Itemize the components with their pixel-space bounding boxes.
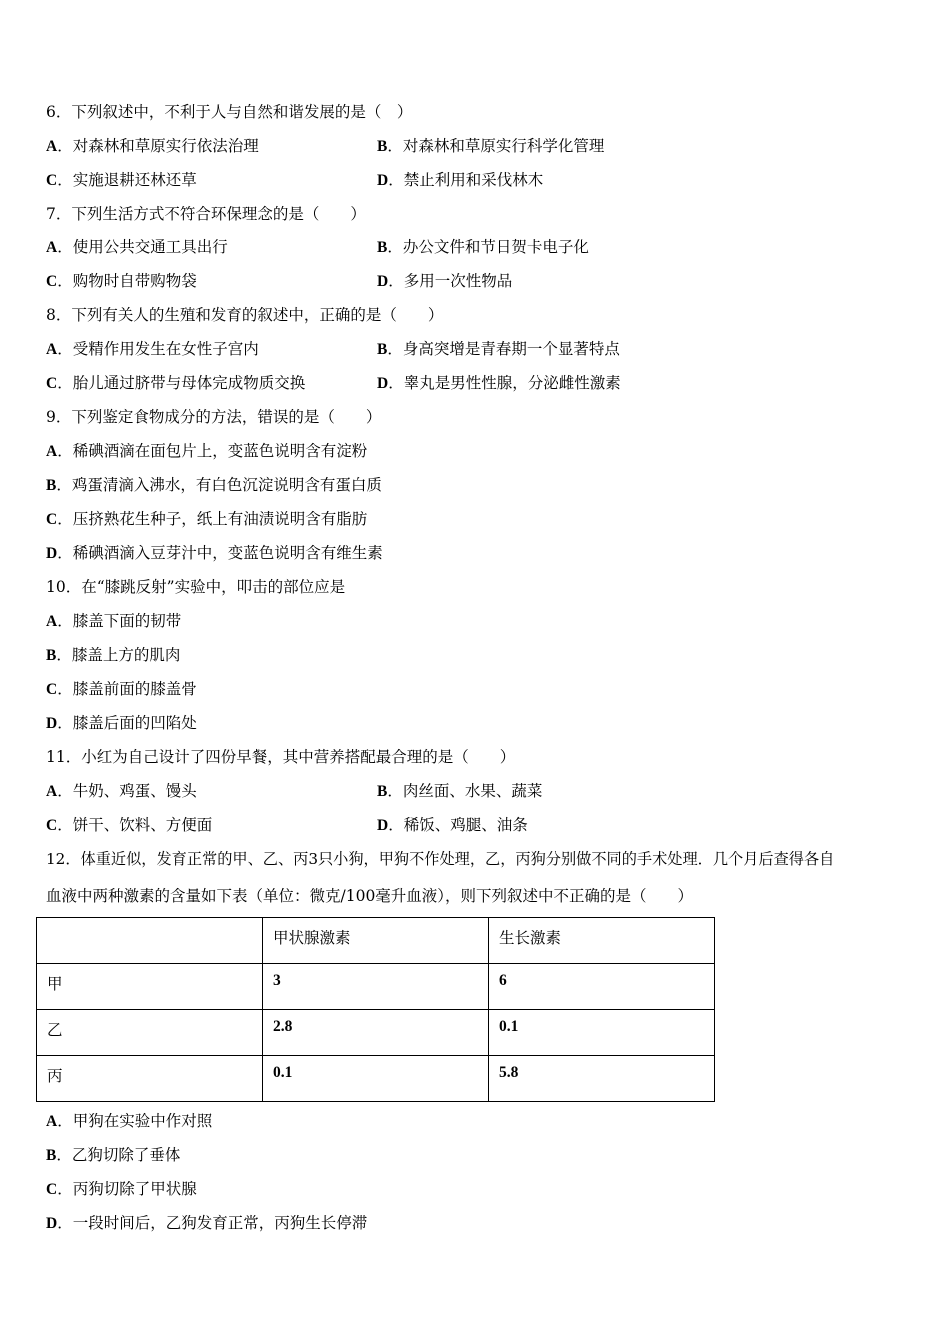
- question-12-stem-line1: 12．体重近似，发育正常的甲、乙、丙3只小狗，甲狗不作处理，乙，丙狗分别做不同的手术处理．几个月后查得各自: [46, 850, 835, 868]
- question-11-option-b[interactable]: [377, 780, 542, 803]
- option-letter: D: [377, 375, 389, 392]
- table-cell: 6: [489, 964, 715, 1010]
- option-text: ．鸡蛋清滴入沸水，有白色沉淀说明含有蛋白质: [56, 476, 382, 494]
- question-11-stem: 11．小红为自己设计了四份早餐，其中营养搭配最合理的是（ ）: [46, 748, 516, 766]
- question-10-option-a[interactable]: [46, 610, 181, 633]
- table-header-row: [37, 918, 715, 964]
- question-10-option-c[interactable]: [46, 678, 197, 701]
- table-cell: 2.8: [263, 1010, 489, 1056]
- option-text: ．对森林和草原实行科学化管理: [387, 137, 605, 155]
- option-letter: C: [46, 273, 58, 290]
- question-6-option-d[interactable]: [377, 169, 543, 192]
- question-11-option-a[interactable]: [46, 780, 197, 803]
- option-letter: A: [46, 613, 58, 630]
- option-text: ．肉丝面、水果、蔬菜: [387, 782, 543, 800]
- question-12-option-b[interactable]: [46, 1144, 180, 1167]
- table-cell: 5.8: [489, 1056, 715, 1102]
- option-text: ．购物时自带购物袋: [57, 272, 197, 290]
- option-letter: D: [46, 1215, 58, 1232]
- option-letter: C: [46, 375, 58, 392]
- option-text: ．受精作用发生在女性子宫内: [57, 340, 259, 358]
- option-text: ．胎儿通过脐带与母体完成物质交换: [57, 374, 306, 392]
- option-text: ．甲狗在实验中作对照: [57, 1112, 213, 1130]
- table-cell: 3: [263, 964, 489, 1010]
- option-letter: C: [46, 511, 58, 528]
- option-text: ．饼干、饮料、方便面: [57, 816, 213, 834]
- option-text: ．稀碘酒滴在面包片上，变蓝色说明含有淀粉: [57, 442, 368, 460]
- question-9-option-b[interactable]: [46, 474, 382, 497]
- question-7-option-d[interactable]: [377, 270, 512, 293]
- question-6-option-c[interactable]: [46, 169, 197, 192]
- question-7-option-b[interactable]: [377, 236, 589, 259]
- question-8-option-a[interactable]: [46, 338, 259, 361]
- option-text: ．身高突增是青春期一个显著特点: [387, 340, 620, 358]
- option-letter: C: [46, 1181, 58, 1198]
- option-letter: B: [46, 1147, 57, 1164]
- question-12-option-d[interactable]: [46, 1212, 367, 1235]
- question-8-option-b[interactable]: [377, 338, 620, 361]
- option-letter: C: [46, 817, 58, 834]
- option-letter: B: [46, 647, 57, 664]
- option-letter: B: [377, 341, 388, 358]
- option-letter: B: [377, 138, 388, 155]
- option-text: ．膝盖下面的韧带: [57, 612, 182, 630]
- option-letter: A: [46, 138, 58, 155]
- question-12-option-c[interactable]: [46, 1178, 197, 1201]
- option-letter: B: [46, 477, 57, 494]
- table-cell: 丙: [37, 1056, 263, 1102]
- option-letter: C: [46, 681, 58, 698]
- question-9-option-c[interactable]: [46, 508, 367, 531]
- table-row: [37, 1056, 715, 1102]
- option-text: ．稀饭、鸡腿、油条: [388, 816, 528, 834]
- question-8-option-c[interactable]: [46, 372, 305, 395]
- option-text: ．多用一次性物品: [388, 272, 513, 290]
- option-text: ．膝盖后面的凹陷处: [57, 714, 197, 732]
- question-12-stem-line2: 血液中两种激素的含量如下表（单位：微克/100毫升血液），则下列叙述中不正确的是（ ）: [46, 887, 694, 905]
- option-letter: C: [46, 172, 58, 189]
- option-text: ．对森林和草原实行依法治理: [57, 137, 259, 155]
- option-text: ．稀碘酒滴入豆芽汁中，变蓝色说明含有维生素: [57, 544, 383, 562]
- table-cell: 甲: [37, 964, 263, 1010]
- option-text: ．办公文件和节日贺卡电子化: [387, 238, 589, 256]
- question-8-stem: 8．下列有关人的生殖和发育的叙述中，正确的是（ ）: [46, 306, 444, 324]
- table-cell: 乙: [37, 1010, 263, 1056]
- option-text: ．禁止利用和采伐林木: [388, 171, 544, 189]
- question-11-option-c[interactable]: [46, 814, 212, 837]
- option-text: ．一段时间后，乙狗发育正常，丙狗生长停滞: [57, 1214, 368, 1232]
- option-letter: D: [377, 817, 389, 834]
- table-header-cell: 生长激素: [489, 918, 715, 964]
- option-letter: A: [46, 783, 58, 800]
- option-text: ．使用公共交通工具出行: [57, 238, 228, 256]
- question-7-option-a[interactable]: [46, 236, 228, 259]
- question-12-option-a[interactable]: [46, 1110, 212, 1133]
- question-9-stem: 9．下列鉴定食物成分的方法，错误的是（ ）: [46, 408, 382, 426]
- table-header-cell: 甲状腺激素: [263, 918, 489, 964]
- table-row: [37, 964, 715, 1010]
- question-9-option-a[interactable]: [46, 440, 367, 463]
- option-text: ．牛奶、鸡蛋、馒头: [57, 782, 197, 800]
- option-letter: A: [46, 1113, 58, 1130]
- option-letter: A: [46, 341, 58, 358]
- option-letter: A: [46, 239, 58, 256]
- question-7-option-c[interactable]: [46, 270, 197, 293]
- question-9-option-d[interactable]: [46, 542, 383, 565]
- option-text: ．乙狗切除了垂体: [56, 1146, 181, 1164]
- question-6-option-a[interactable]: [46, 135, 259, 158]
- option-text: ．实施退耕还林还草: [57, 171, 197, 189]
- option-text: ．膝盖前面的膝盖骨: [57, 680, 197, 698]
- question-6-stem: 6．下列叙述中，不利于人与自然和谐发展的是（ ）: [46, 103, 413, 121]
- option-text: ．压挤熟花生种子，纸上有油渍说明含有脂肪: [57, 510, 368, 528]
- question-7-stem: 7．下列生活方式不符合环保理念的是（ ）: [46, 205, 366, 223]
- option-letter: B: [377, 239, 388, 256]
- option-letter: D: [377, 273, 389, 290]
- option-text: ．丙狗切除了甲状腺: [57, 1180, 197, 1198]
- question-11-option-d[interactable]: [377, 814, 528, 837]
- option-letter: D: [46, 545, 58, 562]
- table-cell: [37, 918, 263, 964]
- question-6-option-b[interactable]: [377, 135, 604, 158]
- option-letter: B: [377, 783, 388, 800]
- option-text: ．睾丸是男性性腺，分泌雌性激素: [388, 374, 621, 392]
- hormone-table: [36, 917, 715, 1102]
- question-8-option-d[interactable]: [377, 372, 621, 395]
- table-row: [37, 1010, 715, 1056]
- table-cell: 0.1: [263, 1056, 489, 1102]
- option-letter: D: [46, 715, 58, 732]
- option-letter: A: [46, 443, 58, 460]
- question-10-option-b[interactable]: [46, 644, 180, 667]
- question-10-option-d[interactable]: [46, 712, 197, 735]
- table-cell: 0.1: [489, 1010, 715, 1056]
- option-letter: D: [377, 172, 389, 189]
- question-10-stem: 10．在“膝跳反射”实验中，叩击的部位应是: [46, 578, 346, 596]
- option-text: ．膝盖上方的肌肉: [56, 646, 181, 664]
